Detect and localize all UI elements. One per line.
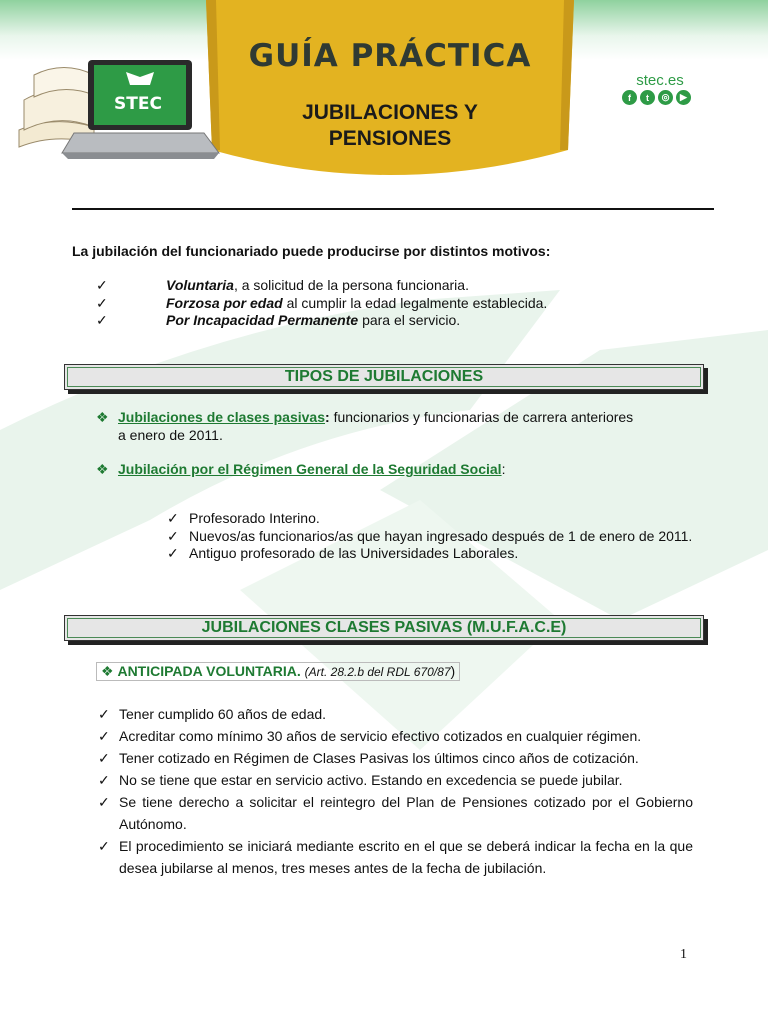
list-item: ✓ Antiguo profesorado de las Universidades Laborales. xyxy=(167,545,519,561)
check-icon: ✓ xyxy=(98,838,110,854)
section-heading-tipos: TIPOS DE JUBILACIONES xyxy=(64,364,704,390)
header-divider xyxy=(72,208,714,210)
diamond-bullet-icon: ❖ xyxy=(96,409,109,425)
anticipada-heading: ❖ ANTICIPADA VOLUNTARIA. (Art. 28.2.b del RDL 670/87) xyxy=(96,662,460,681)
list-item: ✓ Se tiene derecho a solicitar el reintegro del Plan de Pensiones cotizado por el Gobierno Autónomo. xyxy=(98,791,693,835)
page-number: 1 xyxy=(680,947,687,962)
facebook-icon[interactable]: f xyxy=(622,90,637,105)
youtube-icon[interactable]: ▶ xyxy=(676,90,691,105)
reasons-list xyxy=(96,277,547,330)
check-icon: ✓ xyxy=(98,706,110,722)
title-banner xyxy=(206,0,574,182)
intro-text: La jubilación del funcionariado puede producirse por distintos motivos: xyxy=(72,243,551,259)
list-item: ✓ Profesorado Interino. xyxy=(167,510,320,526)
check-icon: ✓ xyxy=(96,294,108,311)
check-icon: ✓ xyxy=(167,510,179,526)
stec-logo: STEC xyxy=(114,94,162,114)
check-icon: ✓ xyxy=(98,750,110,766)
list-item: ✓ Acreditar como mínimo 30 años de servicio efectivo cotizados en cualquier régimen. xyxy=(98,725,693,747)
list-item: ✓ El procedimiento se iniciará mediante escrito en el que se deberá indicar la fecha en la que desea jubilarse al menos, tres meses antes de la fecha de jubilación. xyxy=(98,835,693,879)
check-icon: ✓ xyxy=(96,312,108,328)
instagram-icon[interactable]: ◎ xyxy=(658,90,673,105)
list-item: ✓ Voluntaria, a solicitud de la persona funcionaria. xyxy=(96,277,469,293)
social-icons xyxy=(622,90,691,105)
list-item: ✓ Nuevos/as funcionarios/as que hayan ingresado después de 1 de enero de 2011. xyxy=(167,527,693,544)
check-icon: ✓ xyxy=(96,277,108,293)
guide-title: GUÍA PRÁCTICA xyxy=(248,38,532,74)
check-icon: ✓ xyxy=(98,794,110,810)
diamond-bullet-icon: ❖ xyxy=(96,461,109,477)
section-heading-clases-pasivas: JUBILACIONES CLASES PASIVAS (M.U.F.A.C.E) xyxy=(64,615,704,641)
list-item: ❖ Jubilación por el Régimen General de la Seguridad Social: xyxy=(96,461,506,477)
list-item: ✓ No se tiene que estar en servicio activo. Estando en excedencia se puede jubilar. xyxy=(98,769,693,791)
list-item: ❖ Jubilaciones de clases pasivas: funcionarios y funcionarias de carrera anteriores a enero de 2011. xyxy=(96,409,634,443)
check-icon: ✓ xyxy=(98,728,110,744)
list-item: ✓ Tener cumplido 60 años de edad. xyxy=(98,703,693,725)
diamond-bullet-icon: ❖ xyxy=(101,663,114,679)
check-icon: ✓ xyxy=(98,772,110,788)
website-link[interactable]: stec.es xyxy=(636,72,684,89)
twitter-icon[interactable]: t xyxy=(640,90,655,105)
check-icon: ✓ xyxy=(167,545,179,561)
guide-subtitle: JUBILACIONES Y PENSIONES xyxy=(302,101,478,150)
seguridad-social-list xyxy=(167,510,697,563)
check-icon: ✓ xyxy=(167,527,179,544)
list-item: ✓ Forzosa por edad al cumplir la edad legalmente establecida. xyxy=(96,294,548,311)
requirements-list xyxy=(98,703,693,879)
list-item: ✓ Tener cotizado en Régimen de Clases Pasivas los últimos cinco años de cotización. xyxy=(98,747,693,769)
list-item: ✓ Por Incapacidad Permanente para el servicio. xyxy=(96,312,461,328)
